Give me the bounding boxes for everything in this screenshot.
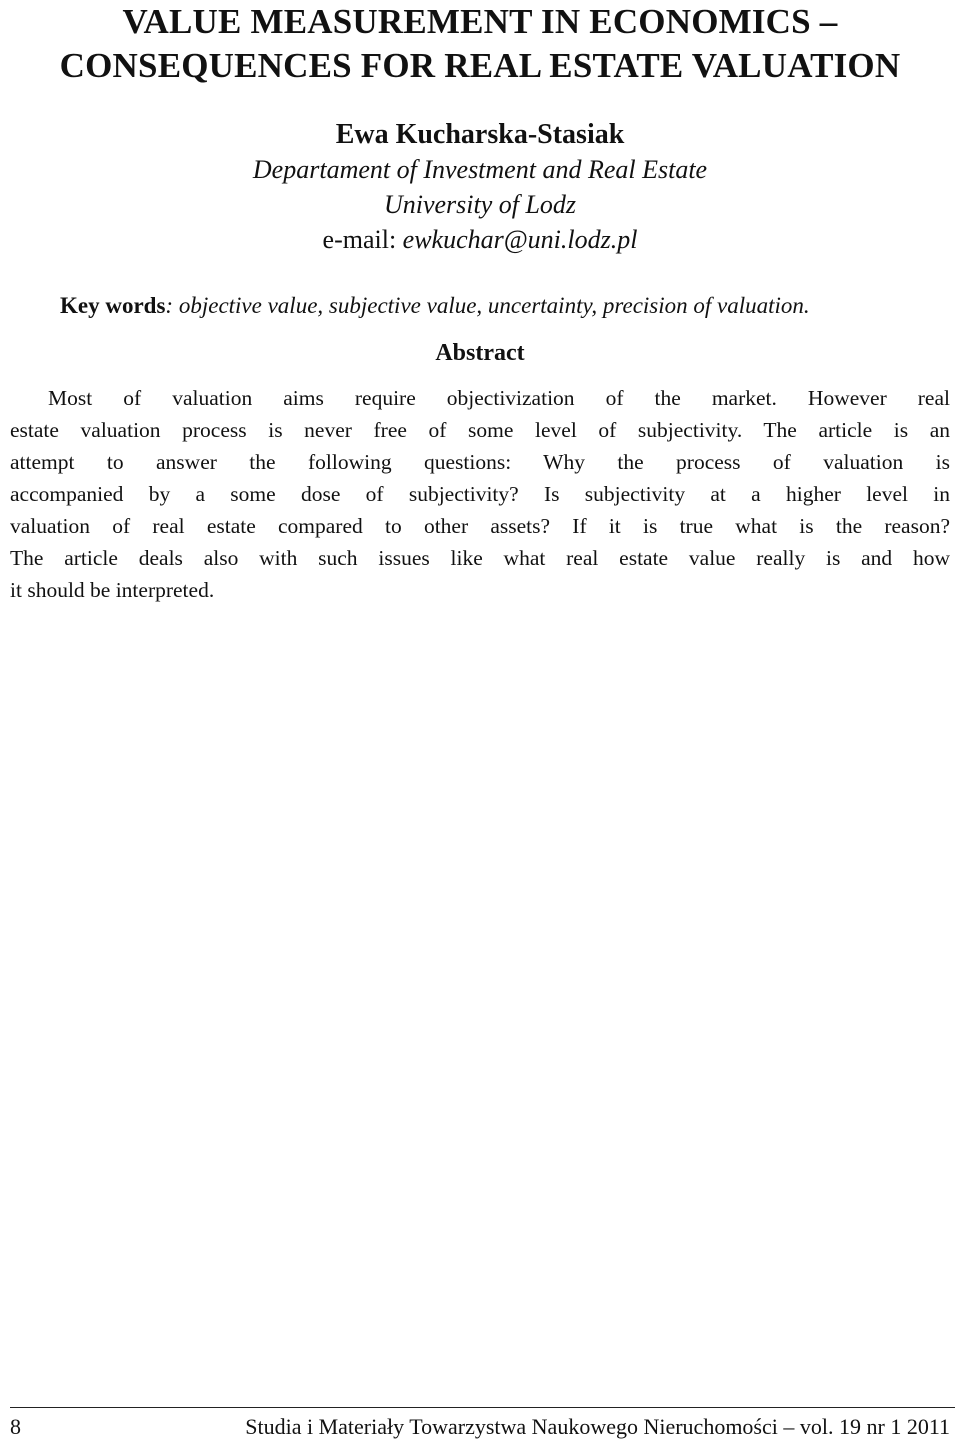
keywords-separator: :: [165, 293, 179, 318]
abstract-heading: Abstract: [435, 340, 525, 366]
paper-title: [0, 0, 960, 88]
email-label: e-mail:: [322, 225, 403, 254]
author-university: University of Lodz: [383, 190, 577, 219]
abstract-line: valuation of real estate compared to other assets? If it is true what is the reason?: [10, 514, 950, 538]
footer-divider: [10, 1407, 955, 1408]
author-name: Ewa Kucharska-Stasiak: [335, 119, 625, 150]
keywords-list: objective value, subjective value, uncertainty, precision of valuation.: [178, 293, 810, 318]
abstract-body: [10, 382, 950, 606]
page-number: 8: [10, 1414, 21, 1439]
title-line-1: VALUE MEASUREMENT IN ECONOMICS –: [122, 2, 838, 41]
abstract-line: accompanied by a some dose of subjectivity? Is subjectivity at a higher level in: [10, 482, 950, 506]
abstract-line: it should be interpreted.: [10, 578, 215, 602]
keywords: [60, 290, 940, 322]
keywords-label: Key words: [60, 293, 166, 318]
author-email: [0, 224, 960, 256]
title-line-2: CONSEQUENCES FOR REAL ESTATE VALUATION: [59, 46, 901, 85]
email-address[interactable]: ewkuchar@uni.lodz.pl: [402, 225, 638, 254]
abstract-line: estate valuation process is never free of some level of subjectivity. The article is an: [10, 418, 950, 442]
abstract-line: Most of valuation aims require objectivization of the market. However real: [48, 386, 950, 410]
abstract-line: The article deals also with such issues like what real estate value really is and how: [10, 546, 950, 570]
author-department: Departament of Investment and Real Estate: [252, 155, 708, 184]
journal-citation: Studia i Materiały Towarzystwa Naukowego Nieruchomości – vol. 19 nr 1 2011: [245, 1414, 950, 1439]
abstract-line: attempt to answer the following questions: Why the process of valuation is: [10, 450, 950, 474]
